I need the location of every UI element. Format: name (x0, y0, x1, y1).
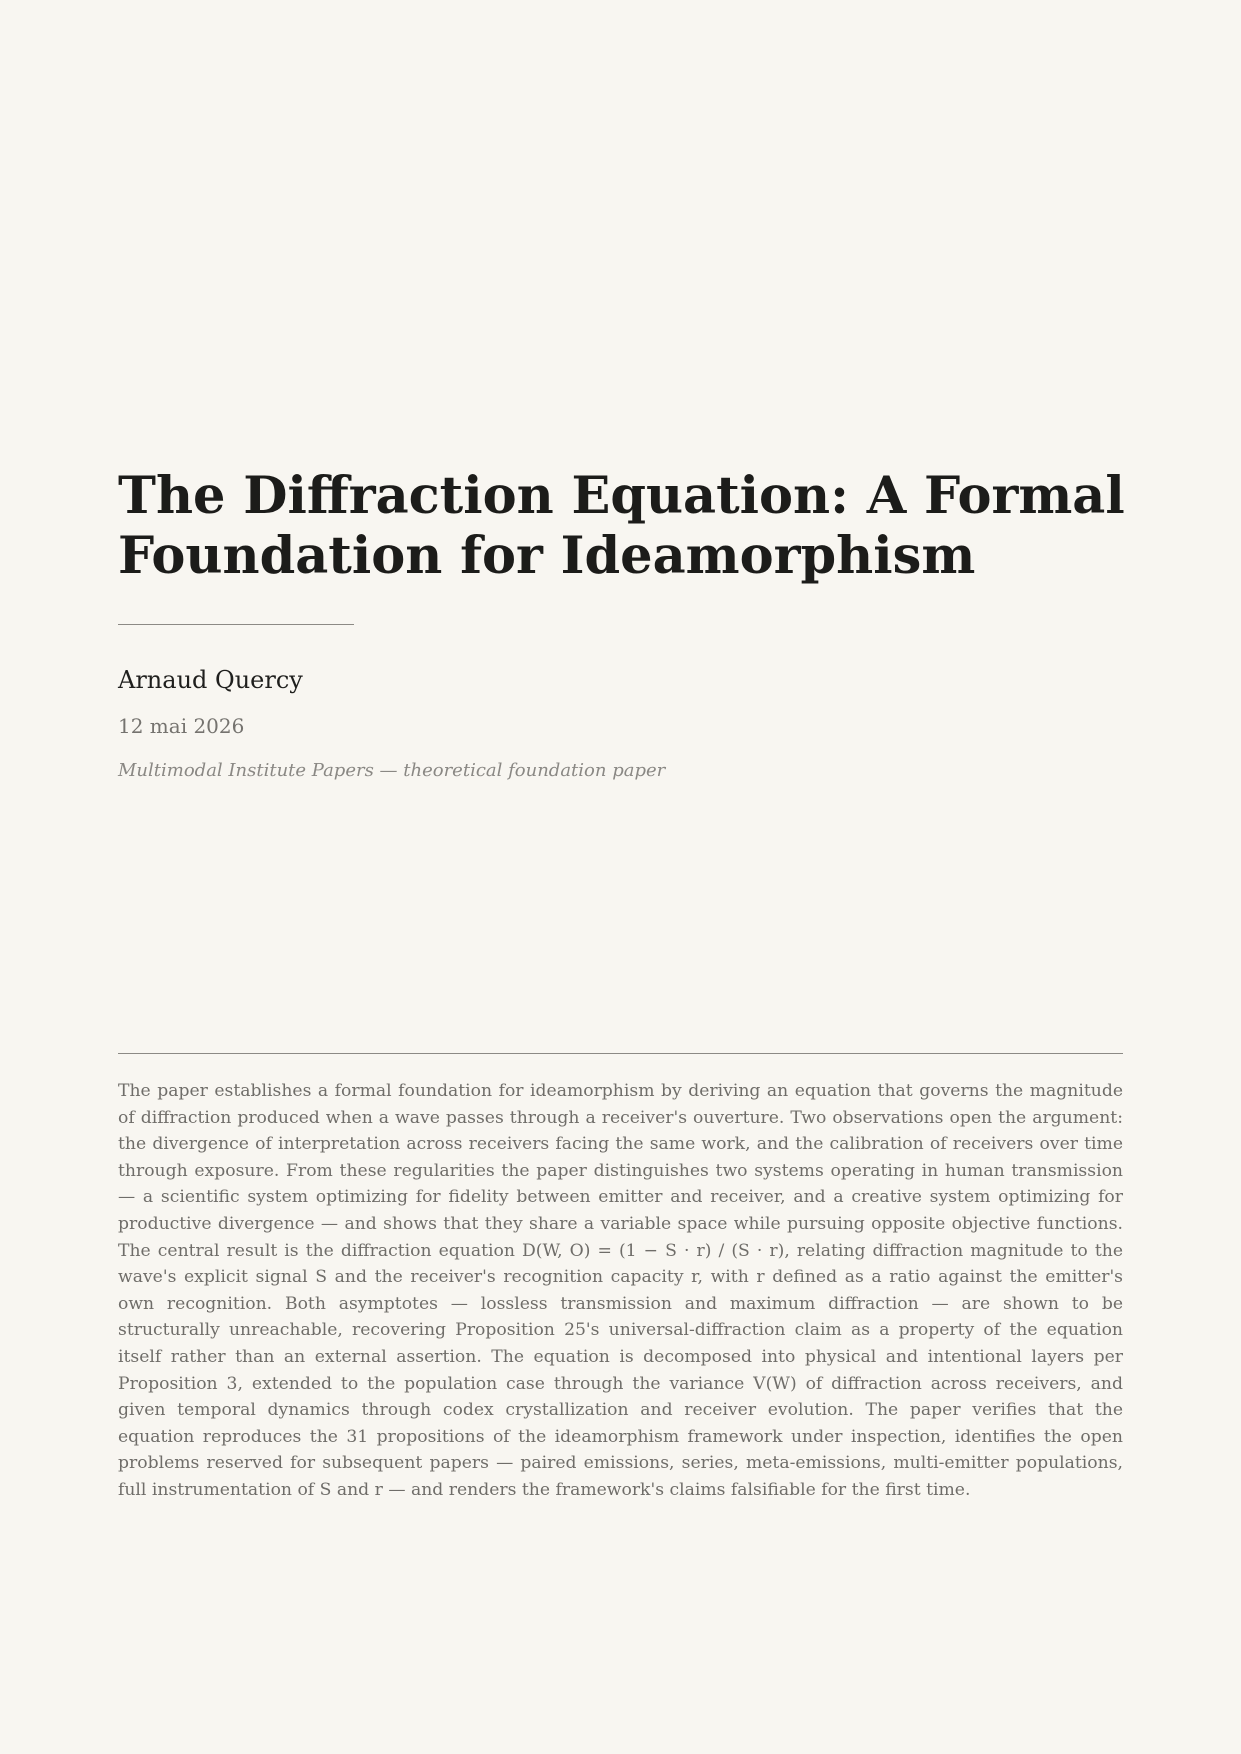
abstract-text: The paper establishes a formal foundation for ideamorphism by deriving an equation that governs the magnitude of diffraction produced when a wave passes through a receiver's ouverture. Two observations open the argument: the divergence of interpretation across receivers facing the same work, and the calibration of receivers over time through exposure. From these regularities the paper distinguishes two systems operating in human transmission — a scientific system optimizing for fidelity between emitter and receiver, and a creative system optimizing for productive divergence — and shows that they share a variable space while pursuing opposite objective functions. The central result is the diffraction equation D(W, O) = (1 − S · r) / (S · r), relating diffraction magnitude to the wave's explicit signal S and the receiver's recognition capacity r, with r defined as a ratio against the emitter's own recognition. Both asymptotes — lossless transmission and maximum diffraction — are shown to be structurally unreachable, recovering Proposition 25's universal-diffraction claim as a property of the equation itself rather than an external assertion. The equation is decomposed into physical and intentional layers per Proposition 3, extended to the population case through the variance V(W) of diffraction across receivers, and given temporal dynamics through codex crystallization and receiver evolution. The paper verifies that the equation reproduces the 31 propositions of the ideamorphism framework under inspection, identifies the open problems reserved for subsequent papers — paired emissions, series, meta-emissions, multi-emitter populations, full instrumentation of S and r — and renders the framework's claims falsifiable for the first time. (118, 1081, 1123, 1500)
publication-date: 12 mai 2026 (118, 714, 245, 738)
abstract-divider (118, 1053, 1123, 1054)
paper-title: The Diffraction Equation: A Formal Foundation for Ideamorphism (118, 466, 1125, 586)
title-divider (118, 624, 354, 625)
publication-series: Multimodal Institute Papers — theoretical foundation paper (118, 760, 666, 781)
author-name: Arnaud Quercy (118, 666, 303, 694)
